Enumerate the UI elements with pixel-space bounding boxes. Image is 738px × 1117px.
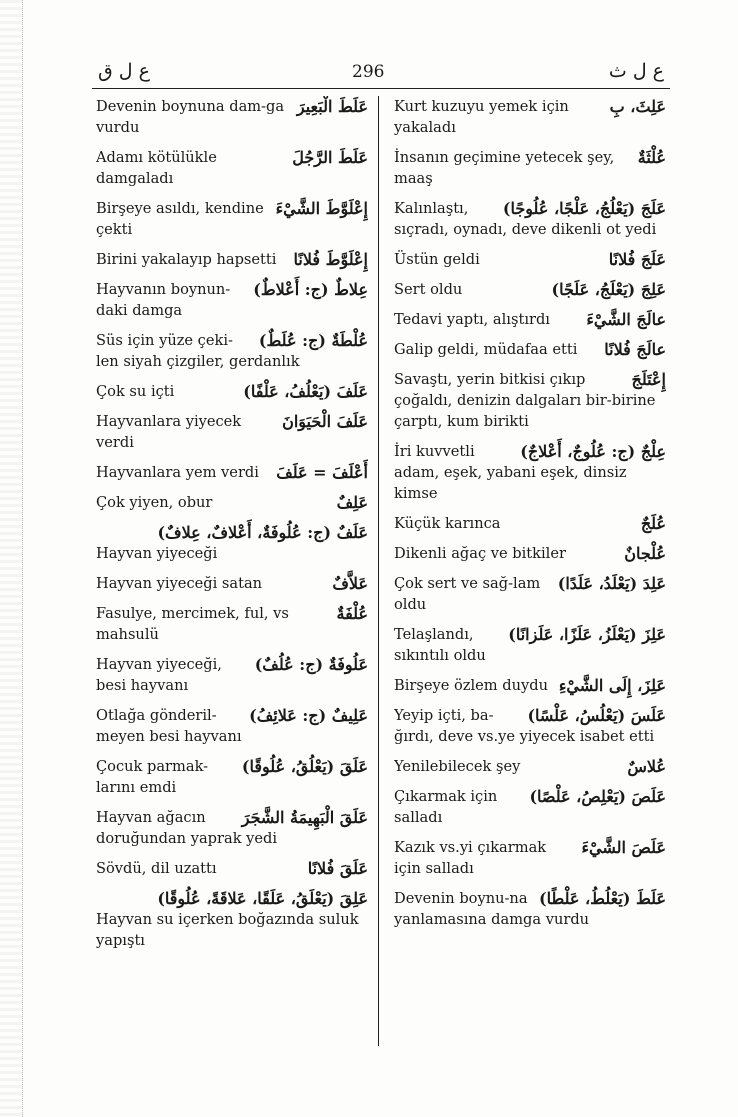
arabic-headword: عِلْجٌ (ج: عُلُوجٌ، أَعْلاجٌ) [520,442,666,461]
turkish-definition: Hayvanlara yiyecek verdi [96,413,242,451]
arabic-headword: عَلَصَ الشَّيْءَ [581,838,666,857]
arabic-headword: عَلِثَ، بِ [609,97,666,116]
arabic-headword: عَلَطَ (يَعْلُطُ، عَلْطًا) [539,889,666,908]
turkish-definition: Telaşlandı, sıkıntılı oldu [394,626,486,664]
arabic-headword: عَلَجَ فُلانًا [608,250,666,269]
turkish-definition: Fasulye, mercimek, ful, vs mahsulü [96,605,289,643]
arabic-headword: عَلِفٌ [336,493,368,512]
arabic-headword: عُلْجانٌ [624,544,666,563]
turkish-definition: Çok su içti [96,383,175,400]
dictionary-entry [394,786,666,828]
arabic-headword: عُلْفَةٌ [336,604,368,623]
arabic-headword: عَلِزَ (يَعْلَزُ، عَلَزًا، عَلَزانًا) [508,625,666,644]
arabic-headword: عَلَفَ الْحَيَوَانَ [282,412,368,431]
turkish-definition: Yenilebilecek şey [394,758,521,775]
dictionary-entry [394,339,666,360]
turkish-definition: Birşeye asıldı, kendine çekti [96,200,264,238]
dictionary-entry [96,522,368,564]
turkish-definition: İnsanın geçimine yetecek şey, maaş [394,149,615,187]
turkish-definition: Galip geldi, müdafaa etti [394,341,578,358]
dictionary-entry [96,807,368,849]
header-divider [92,88,670,89]
page-edge-shadow [0,0,23,1117]
arabic-headword: عَلَسَ (يَعْلُسُ، عَلْسًا) [527,706,666,725]
turkish-definition: Çıkarmak için salladı [394,788,498,826]
turkish-definition: Birşeye özlem duydu [394,677,548,694]
dictionary-entry [394,198,666,240]
dictionary-entry [96,705,368,747]
arabic-headword: عَلِزَ، إِلَى الشَّيْءِ [558,676,666,695]
arabic-headword: عَلَجَ (يَعْلُجُ، عَلْجًا، عُلُوجًا) [502,199,666,218]
turkish-definition: Kalınlaştı, sıçradı, oynadı, deve dikenli ot yedi [394,200,657,238]
turkish-definition: Otlağa gönderil-meyen besi hayvanı [96,707,242,745]
header-right-root-letters: ع ل ث [608,60,664,82]
turkish-definition: Hayvan yiyeceği [96,545,218,562]
arabic-headword: عَلَطَ الْبَعِيرَ [296,97,368,116]
dictionary-entry [394,96,666,138]
arabic-headword: عَلُوفَةٌ (ج: عُلُفٌ) [254,655,368,674]
arabic-headword: عَلَطَ الرَّجُلَ [292,148,368,167]
turkish-definition: Devenin boynu-na yanlamasına damga vurdu [394,890,590,928]
turkish-definition: Yeyip içti, ba-ğırdı, deve vs.ye yiyecek isabet etti [394,707,655,745]
dictionary-entry [96,330,368,372]
turkish-definition: Küçük karınca [394,515,501,532]
turkish-definition: Adamı kötülükle damgaladı [96,149,217,187]
page-number: 296 [352,62,385,82]
turkish-definition: Çocuk parmak-larını emdi [96,758,209,796]
header-left-root-letters: ع ل ق [98,60,150,82]
turkish-definition: Kurt kuzuyu yemek için yakaladı [394,98,569,136]
arabic-headword: عُلاسٌ [627,757,666,776]
dictionary-entry [394,513,666,534]
turkish-definition: Devenin boynuna dam-ga vurdu [96,98,285,136]
turkish-definition: Dikenli ağaç ve bitkiler [394,545,566,562]
turkish-definition: Sövdü, dil uzattı [96,860,217,877]
right-column [394,96,666,1056]
arabic-headword: أَعْلَفَ = عَلَفَ [276,463,368,482]
arabic-headword: إِعْتَلَجَ [631,370,666,389]
left-column [96,96,368,1056]
dictionary-entry [394,279,666,300]
turkish-definition: İri kuvvetli adam, eşek, yabani eşek, dinsiz kimse [394,443,627,502]
dictionary-entry [96,462,368,483]
arabic-headword: إِعْلَوَّطَ فُلانًا [293,250,368,269]
arabic-headword: عَلَفَ (يَعْلُفُ، عَلْفًا) [243,382,368,401]
dictionary-entry [394,543,666,564]
arabic-headword: عَلَقَ فُلانًا [307,859,368,878]
turkish-definition: Tedavi yaptı, alıştırdı [394,311,550,328]
arabic-headword: عِلاطٌ (ج: أَعْلاطٌ) [253,280,368,299]
dictionary-entry [394,705,666,747]
dictionary-entry [96,492,368,513]
arabic-headword: عَلاَّفٌ [332,574,368,593]
arabic-headword: عُلْثَةٌ [637,148,666,167]
arabic-headword: عَلِقَ (يَعْلَقُ، عَلَقًا، عَلاقَةً، عُلُوقًا) [157,889,368,908]
arabic-headword: عَلِدَ (يَعْلَدُ، عَلَدًا) [557,574,666,593]
dictionary-entry [96,411,368,453]
page-header [90,56,672,86]
turkish-definition: Çok sert ve sağ-lam oldu [394,575,541,613]
dictionary-entry [394,147,666,189]
turkish-definition: Hayvan yiyeceği, besi hayvanı [96,656,222,694]
arabic-headword: عالَجَ الشَّيْءَ [586,310,666,329]
arabic-headword: عالَجَ فُلانًا [604,340,666,359]
turkish-definition: Hayvan su içerken boğazında suluk yapıştı [96,911,359,949]
turkish-definition: Hayvanlara yem verdi [96,464,259,481]
turkish-definition: Birini yakalayıp hapsetti [96,251,277,268]
dictionary-entry [96,603,368,645]
arabic-headword: عَلَقَ الْبَهِيمَةُ الشَّجَرَ [241,808,368,827]
dictionary-entry [96,573,368,594]
dictionary-entry [96,279,368,321]
dictionary-entry [394,441,666,504]
turkish-definition: Hayvan ağacın doruğundan yaprak yedi [96,809,278,847]
dictionary-entry [96,858,368,879]
dictionary-entry [394,624,666,666]
dictionary-entry [96,756,368,798]
turkish-definition: Üstün geldi [394,251,480,268]
turkish-definition: Savaştı, yerin bitkisi çıkıp çoğaldı, denizin dalgaları bir-birine çarptı, kum birikti [394,371,656,430]
arabic-headword: عَلِجَ (يَعْلَجُ، عَلَجًا) [551,280,666,299]
dictionary-entry [394,309,666,330]
arabic-headword: عُلَجٌ [640,514,666,533]
dictionary-entry [96,198,368,240]
dictionary-entry [394,756,666,777]
dictionary-entry [394,837,666,879]
dictionary-entry [394,675,666,696]
turkish-definition: Kazık vs.yi çıkarmak için salladı [394,839,547,877]
arabic-headword: عَلَصَ (يَعْلِصُ، عَلْصًا) [529,787,666,806]
turkish-definition: Hayvan yiyeceği satan [96,575,263,592]
arabic-headword: عَلَقَ (يَعْلُقُ، عُلُوقًا) [241,757,368,776]
turkish-definition: Süs için yüze çeki-len siyah çizgiler, gerdanlık [96,332,300,370]
dictionary-entry [96,381,368,402]
arabic-headword: عَلَفٌ (ج: عُلُوفَةٌ، أَعْلافٌ، عِلافٌ) [157,523,368,542]
turkish-definition: Hayvanın boynun-daki damga [96,281,231,319]
dictionary-entry [394,249,666,270]
dictionary-entry [96,96,368,138]
turkish-definition: Çok yiyen, obur [96,494,213,511]
dictionary-entry [96,249,368,270]
dictionary-entry [394,888,666,930]
dictionary-entry [394,573,666,615]
dictionary-entry [96,147,368,189]
arabic-headword: عُلْطَةٌ (ج: عُلَطٌ) [258,331,368,350]
arabic-headword: عَلِيفٌ (ج: عَلائِفُ) [249,706,368,725]
turkish-definition: Sert oldu [394,281,463,298]
column-divider [378,96,379,1046]
dictionary-entry [96,888,368,951]
dictionary-entry [96,654,368,696]
arabic-headword: إِعْلَوَّطَ الشَّيْءَ [275,199,368,218]
dictionary-entry [394,369,666,432]
